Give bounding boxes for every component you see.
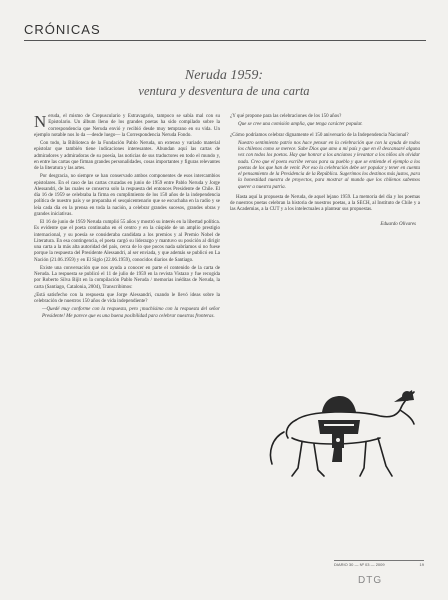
right-column xyxy=(230,114,420,228)
interview-answer: Que se cree una comisión amplia, que tenga carácter popular. xyxy=(238,122,363,128)
section-rule xyxy=(24,40,426,41)
article-subtitle: ventura y desventura de una carta xyxy=(138,84,310,98)
interview-question: ¿Cómo podríamos celebrar dignamente el 150 aniversario de la Independencia Nacional? xyxy=(230,132,409,138)
interview-question: ¿Y qué propone para las celebraciones de los 150 años? xyxy=(230,114,342,119)
drop-cap: N xyxy=(34,112,47,131)
paragraph: Neruda, el mismo de Crepusculario y Estravagario, tampoco se sabía mal con su Epistolario. Un álbum lleno de los grandes poetas ha sido compilado sobre la correspondencia que Neruda envió y recibió desde muy temprano en su vida. Un ejemplo notable nos lo da —desde luego— la Correspondencia Neruda Fondo. xyxy=(34,112,220,138)
archive-stamp: DTG xyxy=(358,575,383,586)
interview-answer: —Quedé muy conforme con la respuesta, pero ¡muchísimo con la respuesta del señor Presidente! Me parece que es una buena posibilidad para celebrar nuestras fronteras. xyxy=(42,307,220,319)
paragraph: El 16 de junio de 1959 Neruda cumplió 55 años y mostró su interés en la libertad política. Es evidente que el poeta continuaba en el centro y en la cúspide de un amplio prestigio internacional, y su poesía se consideraba candidata a los premios y al Premio Nobel de Literatura. En esa contingencia, el poeta cargó su liderazgo y mantuvo su posición al dirigir una carta a la más alta autoridad del país, cerca de lo que pocos nada sabríamos si no fuese porque la respuesta del Presidente Alessandri, al ser enviada, y que además se publicó en La Nación (21.06.1959) y en El Siglo (22.06.1959), conocidos diarios de Santiago. xyxy=(34,220,220,263)
interview-question: ¿Está satisfecho con la respuesta que Jorge Alessandri, cuando le llevó ideas sobre la celebración de nuestros 150 años de vida independiente? xyxy=(34,292,220,304)
paragraph: Existe una conversación que nos ayuda a conocer en parte el contenido de la carta de Neruda. La respuesta se publicó el 11 de julio de 1959 en la revista Vistazo y fue recogida por Roberto Silva Bijit en la compilación Pablo Neruda / memorias inéditas de Neruda, la carta (Santiago, Catalonia, 2004), Transcribimos: xyxy=(34,265,220,290)
article-header xyxy=(0,68,448,99)
left-column xyxy=(34,114,220,324)
interview-answer: Nuestro sentimiento patrio nos hace pensar en la celebración que con la ayuda de todos los chilenos como se merece. Sabe Dios que amo a mi país y que en él descansaré alguna vez con todos los poetas. Hay que honrar a los ancianos y levantar a los niños sin olvidar nada. Creo que el poeta escribe versos para su pueblo y que se entiende el ejemplo a los poetas de los que han de venir. Por eso la celebración debe ser popular y tener en cuenta el pensamiento de la Presidencia de la República. Sugerimos los destinos más justos, para la honestidad nuestra de proyectos, para mostrar al mundo que los chilenos sabemos querer a nuestra patria. xyxy=(238,140,420,190)
article-title: Neruda 1959: xyxy=(184,68,264,83)
closing-paragraph: Hasta aquí la propuesta de Neruda, de aquel lejano 1959. La memoria del día y los poemas de nuestros poetas celebran la historia de nuestros poetas, a la SECH, al Instituto de Chile y a las Academias, a la CUT y a los intelectuales a plantear sus propuestas. xyxy=(230,194,420,213)
section-label: CRÓNICAS xyxy=(24,22,101,37)
author-signature: Eduardo Olivares xyxy=(380,221,416,227)
magazine-issue: DIARIO 30 — Nº 03 — 2009 xyxy=(334,562,385,567)
paragraph: Con todo, la Biblioteca de la Fundación Pablo Neruda, un extenso y variado material epistolar que también tiene indicaciones interesantes. Abundan aquí las cartas de admiradores y admiradoras de su poesía, las noticias de sus traductores en todo el mundo y, en entre las cartas que firman grandes personalidades, cosas importantes y figuras relevantes de la literatura y las artes. xyxy=(34,141,220,171)
page-number: 19 xyxy=(419,562,424,567)
page-footer xyxy=(334,562,424,567)
horse-drawing xyxy=(262,372,418,480)
footer-rule xyxy=(334,560,424,561)
paragraph: Por desgracia, no siempre se han conservado ambos componentes de esos intercambios epistolares. En el caso de las cartas cruzadas en junio de 1959 entre Pablo Neruda y Jorge Alessandri, de las cuales se conserva solo la respuesta del entonces Presidente de Chile. El día 16 de 1959 se celebraba la firma en cumplimiento de los 150 años de la independencia política de nuestro país y se preparaba el sesquicentenario que se escuchaba en la radio y se leía cada día en la prensa en toda la nación, a celebrar grandes sucesos, grandes obras y grandes iniciativas. xyxy=(34,174,220,217)
